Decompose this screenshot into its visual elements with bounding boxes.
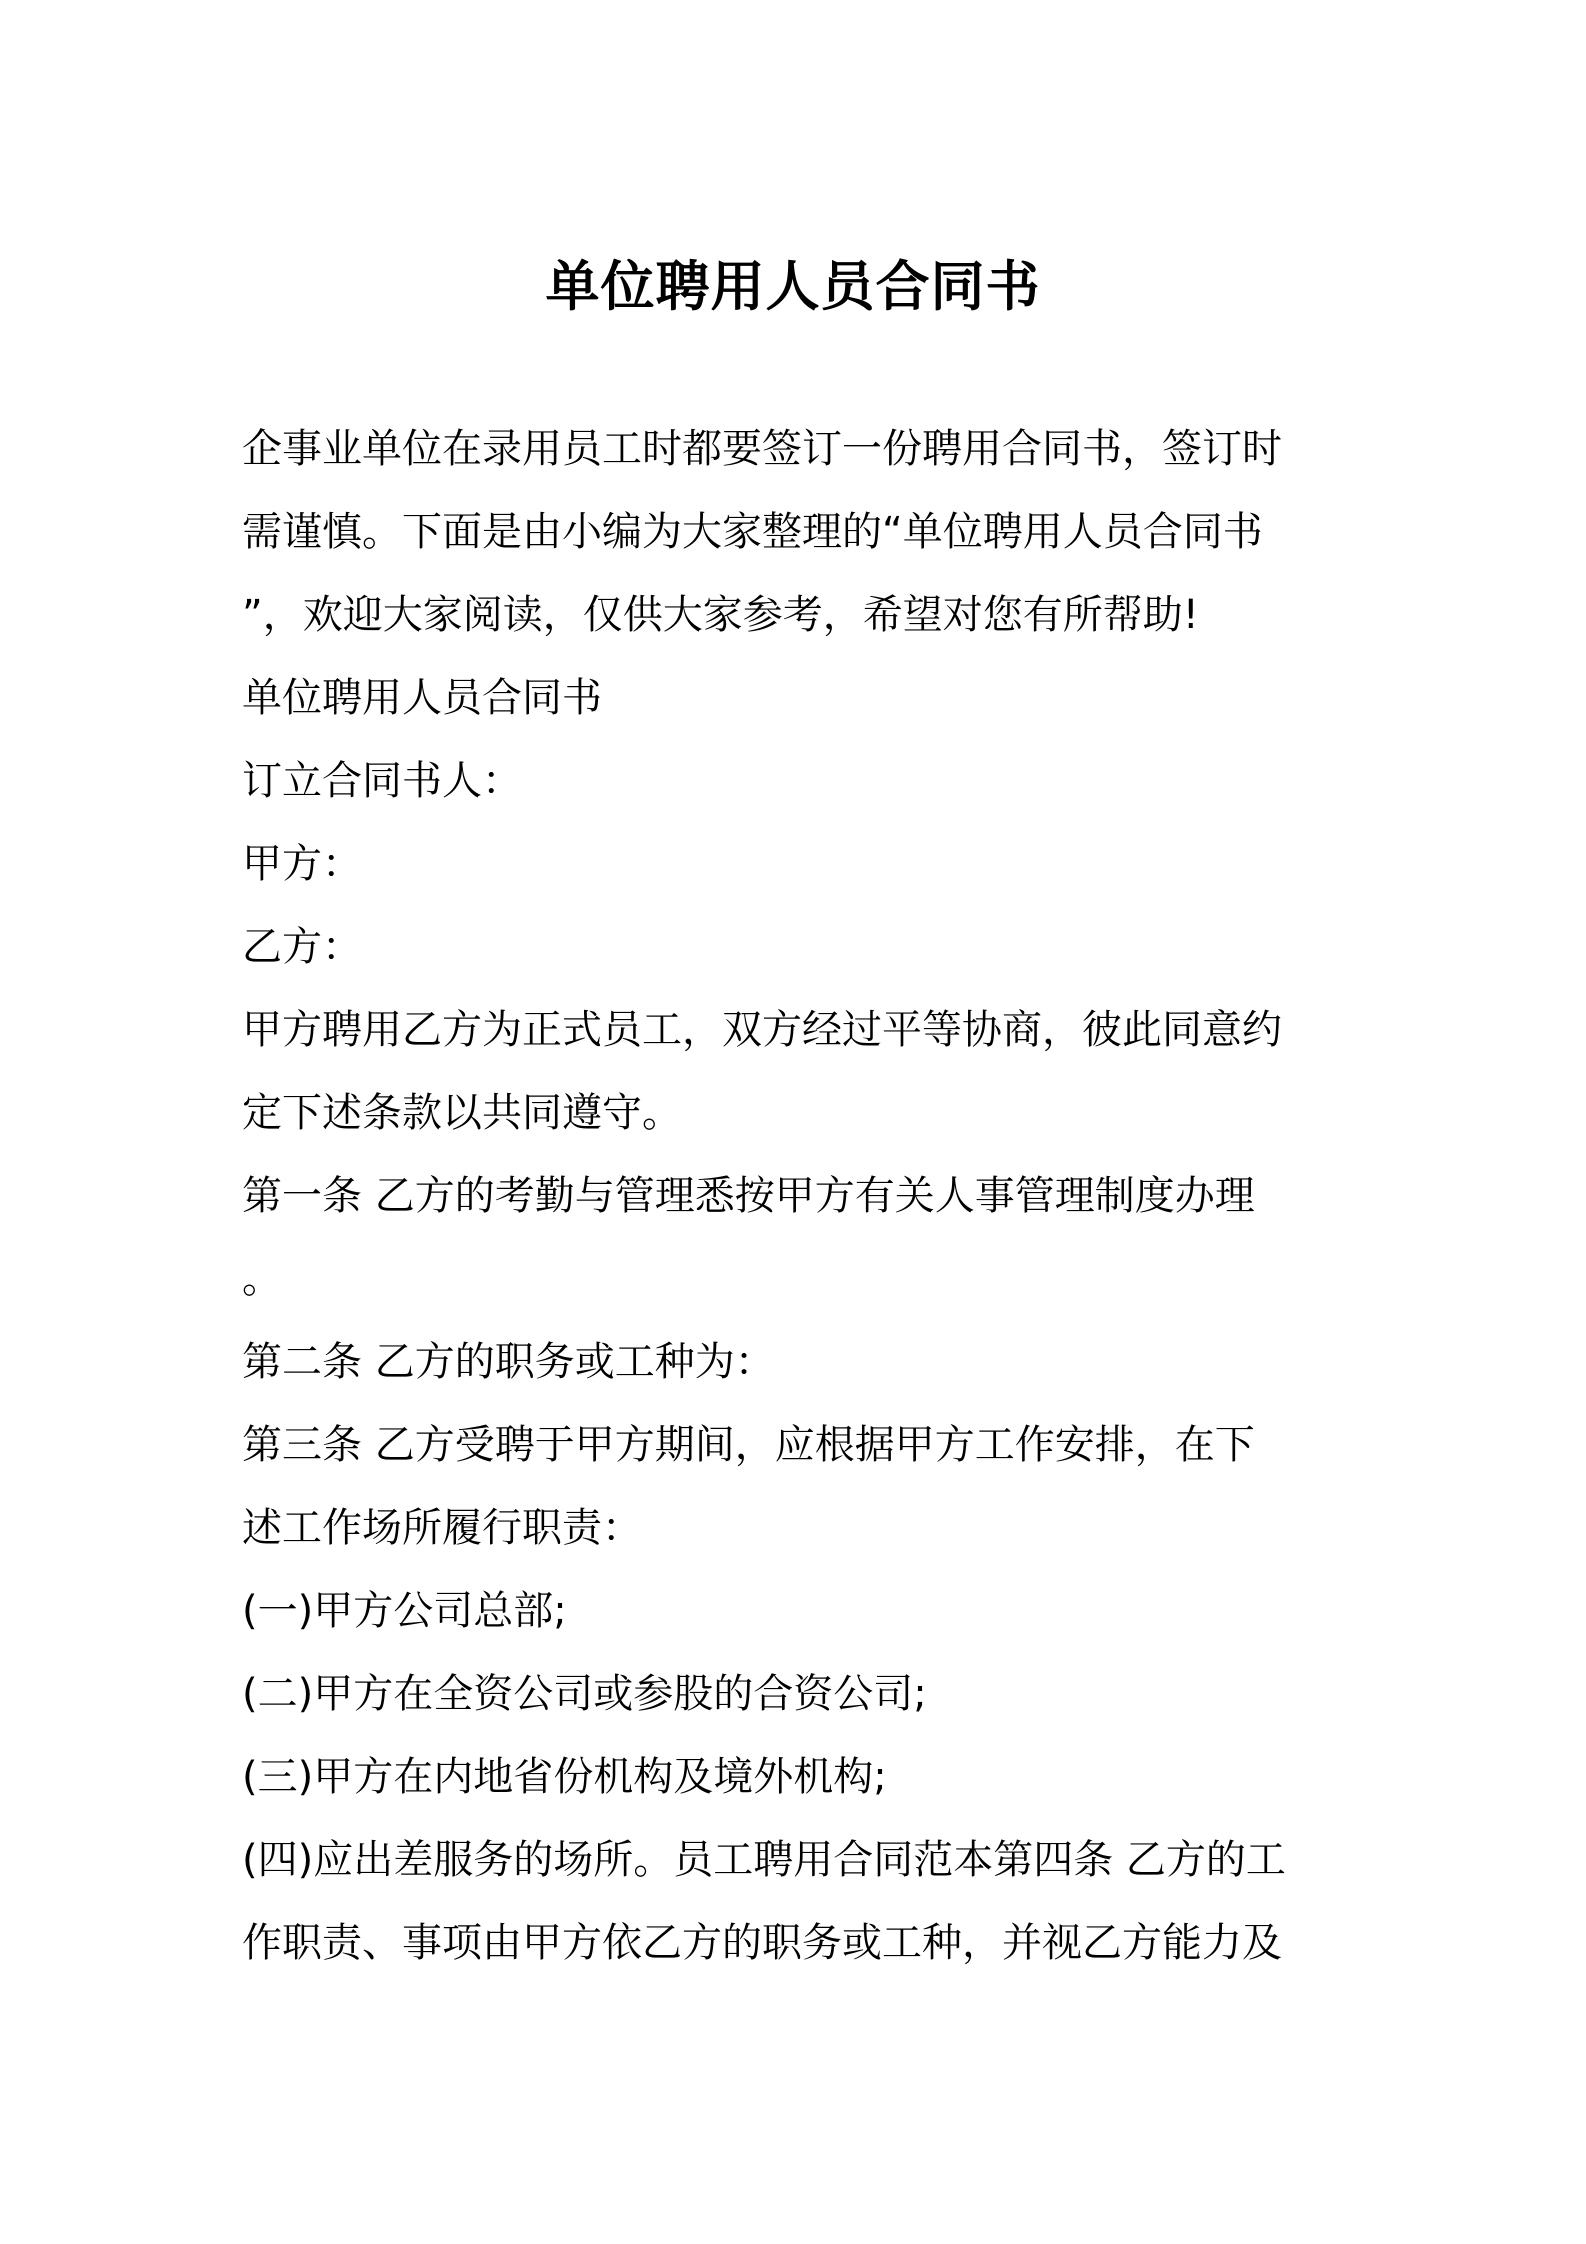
- signatories-label: 订立合同书人：: [242, 758, 522, 804]
- text-line: 述工作场所履行职责：: [242, 1505, 642, 1551]
- text-line: 需谨慎。下面是由小编为大家整理的“单位聘用人员合同书: [242, 509, 1263, 555]
- text-line: 定下述条款以共同遵守。: [242, 1090, 682, 1136]
- party-b-label: 乙方：: [242, 924, 362, 970]
- article-3: 第三条 乙方受聘于甲方期间，应根据甲方工作安排，在下: [242, 1422, 1255, 1468]
- party-a-label: 甲方：: [242, 841, 362, 887]
- list-item: (一)甲方公司总部;: [242, 1588, 567, 1634]
- contract-heading: 单位聘用人员合同书: [242, 675, 602, 721]
- article-1: 第一条 乙方的考勤与管理悉按甲方有关人事管理制度办理: [242, 1173, 1255, 1219]
- list-item: (二)甲方在全资公司或参股的合资公司;: [242, 1671, 927, 1717]
- document-title: 单位聘用人员合同书: [545, 255, 1041, 318]
- text-line: 。: [242, 1256, 282, 1302]
- article-2: 第二条 乙方的职务或工种为：: [242, 1339, 775, 1385]
- text-line: 甲方聘用乙方为正式员工，双方经过平等协商，彼此同意约: [242, 1007, 1282, 1053]
- text-line: 作职责、事项由甲方依乙方的职务或工种，并视乙方能力及: [242, 1920, 1282, 1966]
- text-line: ”，欢迎大家阅读，仅供大家参考，希望对您有所帮助!: [242, 592, 1199, 638]
- list-item: (三)甲方在内地省份机构及境外机构;: [242, 1754, 887, 1800]
- list-item: (四)应出差服务的场所。员工聘用合同范本第四条 乙方的工: [242, 1837, 1286, 1883]
- text-line: 企事业单位在录用员工时都要签订一份聘用合同书，签订时: [242, 426, 1282, 472]
- document-body: [242, 408, 1352, 1985]
